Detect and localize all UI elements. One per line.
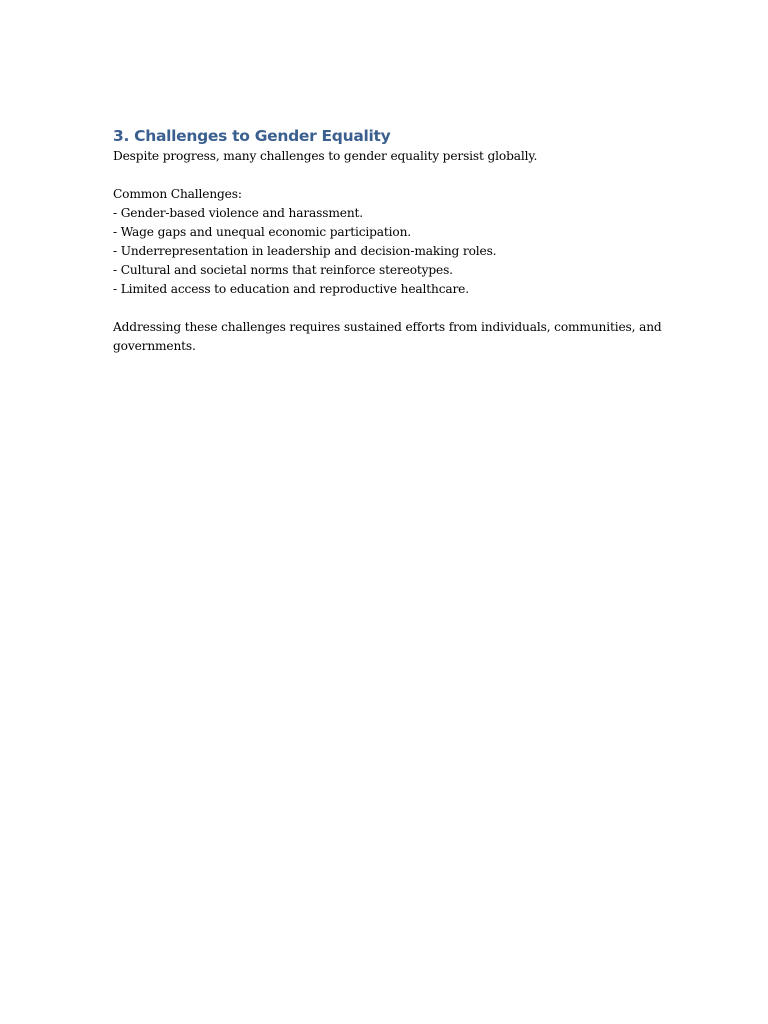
conclusion-paragraph: Addressing these challenges requires sustained efforts from individuals, communities, and governments. [113, 320, 662, 353]
paragraph-spacer [113, 166, 673, 185]
list-item: - Wage gaps and unequal economic participation. [113, 225, 412, 239]
document-page [113, 125, 673, 356]
list-item: - Gender-based violence and harassment. [113, 206, 363, 220]
list-item: - Underrepresentation in leadership and decision-making roles. [113, 244, 497, 258]
section-heading: 3. Challenges to Gender Equality [113, 127, 391, 145]
list-item: - Limited access to education and reproductive healthcare. [113, 282, 469, 296]
challenges-list [113, 204, 673, 299]
intro-paragraph: Despite progress, many challenges to gender equality persist globally. [113, 149, 538, 163]
list-item: - Cultural and societal norms that reinforce stereotypes. [113, 263, 453, 277]
paragraph-spacer [113, 299, 673, 318]
list-title: Common Challenges: [113, 187, 242, 201]
